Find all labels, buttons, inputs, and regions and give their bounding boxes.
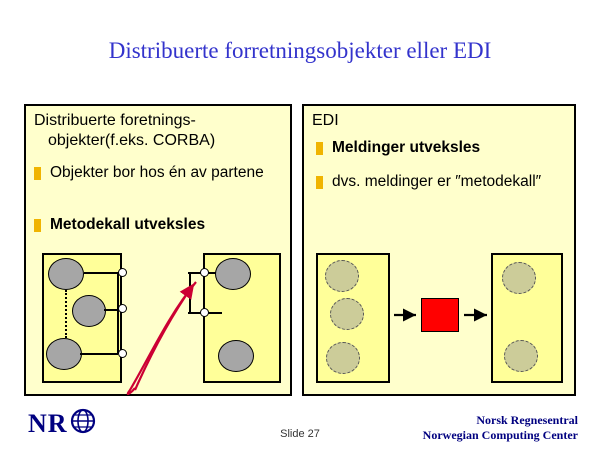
object-circle [218, 340, 254, 372]
object-circle [46, 338, 82, 370]
interface-knob [118, 268, 127, 277]
left-bullet-2-label: Metodekall utveksles [50, 216, 206, 233]
connector-line [80, 353, 118, 355]
right-bullet-2 [316, 172, 568, 192]
bullet-square-icon [34, 167, 41, 180]
connector-line [84, 272, 118, 274]
bullet-square-icon [316, 142, 323, 155]
left-bullet-1-label: Objekter bor hos én av partene [50, 164, 264, 181]
object-circle-dashed [325, 260, 359, 292]
object-circle-dashed [502, 262, 536, 294]
object-circle [215, 258, 251, 290]
left-bullet-1 [34, 163, 284, 183]
object-circle-dashed [326, 342, 360, 374]
message-box [421, 298, 459, 332]
left-panel-heading [34, 111, 284, 151]
org-name-en: Norwegian Computing Center [422, 428, 578, 442]
slide-number: Slide 27 [280, 428, 320, 440]
page-title: Distribuerte forretningsobjekter eller EDI [108, 38, 492, 63]
right-bullet-2-label: dvs. meldinger er ″metodekall″ [332, 173, 542, 190]
left-panel-heading-line2: objekter(f.eks. CORBA) [48, 132, 216, 149]
interface-knob [118, 349, 127, 358]
org-name-no: Norsk Regnesentral [476, 413, 578, 427]
interface-knob [118, 304, 127, 313]
object-circle [48, 258, 84, 290]
organization-footer [423, 413, 578, 443]
object-circle-dashed [330, 298, 364, 330]
object-circle-dashed [504, 340, 538, 372]
interface-knob [200, 268, 209, 277]
left-panel-heading-line1: Distribuerte foretnings- [34, 112, 196, 129]
bullet-square-icon [34, 219, 41, 232]
right-bullet-1 [316, 138, 568, 158]
interface-knob [200, 308, 209, 317]
left-bullet-2 [34, 215, 284, 235]
connector-line [117, 272, 119, 354]
bullet-square-icon [316, 176, 323, 189]
object-circle [72, 295, 106, 327]
connector-line [189, 272, 191, 312]
right-bullet-1-label: Meldinger utveksles [332, 139, 481, 156]
logo-label: NR [28, 408, 68, 438]
right-panel-heading: EDI [312, 112, 339, 129]
object-link-dotted [65, 290, 67, 338]
